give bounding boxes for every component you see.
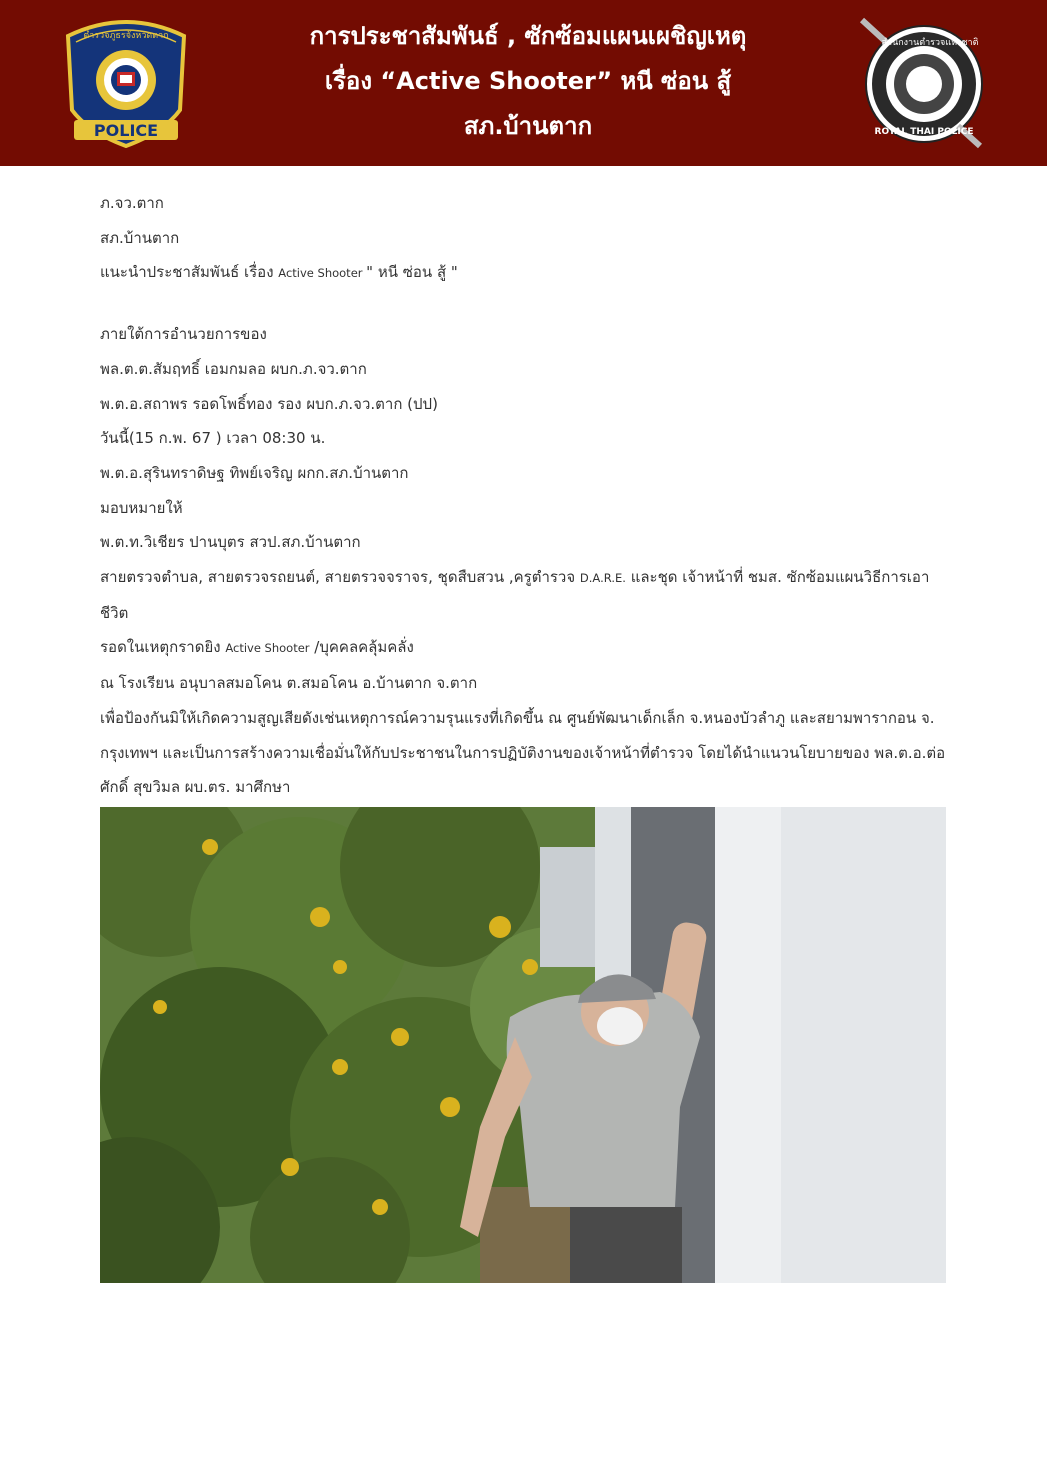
- header-banner: [0, 0, 1047, 166]
- badge-police-label: POLICE: [93, 121, 159, 140]
- text-line: [100, 630, 950, 666]
- text-span: สายตรวจตำบล, สายตรวจรถยนต์, สายตรวจจราจร, ชุดสืบสวน ,ครูตำรวจ: [100, 568, 580, 587]
- text-line: พล.ต.ต.สัมฤทธิ์ เอมกมลอ ผบก.ภ.จว.ตาก: [100, 359, 367, 378]
- text-line: พ.ต.อ.สุรินทราดิษฐ ทิพย์เจริญ ผกก.สภ.บ้านตาก: [100, 463, 409, 482]
- text-span: และชุด เจ้าหน้าที่ ชมส. ซักซ้อมแผนวิธีการเอาชีวิต: [100, 568, 930, 622]
- text-line: เพื่อป้องกันมิให้เกิดความสูญเสียดังเช่นเหตุการณ์ความรุนแรงที่เกิดขึ้น ณ ศูนย์พัฒนาเด็กเล็ก จ.หนองบัวลำภู และสยามพารากอน จ.: [100, 708, 935, 727]
- badge-arc-text: ตำรวจภูธรจังหวัดตาก: [83, 31, 169, 41]
- title-line-2: เรื่อง “Active Shooter” หนี ซ่อน สู้: [324, 67, 732, 95]
- seal-arc-text: สำนักงานตำรวจแห่งชาติ: [881, 38, 979, 48]
- star-emblem: [96, 50, 156, 110]
- text-line: [100, 255, 950, 291]
- text-span: แนะนำประชาสัมพันธ์ เรื่อง: [100, 263, 279, 282]
- text-span: Active Shooter: [225, 641, 310, 656]
- title-line-1: การประชาสัมพันธ์ , ซักซ้อมแผนเผชิญเหตุ: [309, 22, 747, 50]
- text-line: ภ.จว.ตาก: [100, 194, 164, 212]
- drill-photo: [100, 807, 946, 1283]
- text-span: รอดในเหตุกราดยิง: [100, 638, 226, 657]
- royal-thai-police-seal: [852, 12, 992, 152]
- text-span: D.A.R.E.: [579, 571, 626, 586]
- title-line-3: สภ.บ้านตาก: [463, 112, 593, 140]
- header-titles: [180, 14, 876, 149]
- text-line: มอบหมายให้: [100, 498, 183, 517]
- text-span: Active Shooter: [278, 266, 367, 281]
- text-line: สภ.บ้านตาก: [100, 228, 180, 247]
- text-line: ภายใต้การอำนวยการของ: [100, 325, 267, 344]
- seal-label: ROYAL THAI POLICE: [874, 127, 974, 137]
- text-line: [100, 560, 950, 630]
- text-line: ศักดิ์ สุขวิมล ผบ.ตร. มาศึกษา: [100, 778, 291, 797]
- photo-illustration: [100, 807, 946, 1283]
- text-line: พ.ต.อ.สถาพร รอดโพธิ์ทอง รอง ผบก.ภ.จว.ตาก (ปป): [100, 394, 438, 413]
- text-span: " หนี ซ่อน สู้ ": [366, 263, 458, 282]
- text-line: พ.ต.ท.วิเชียร ปานบุตร สวป.สภ.บ้านตาก: [100, 533, 361, 552]
- text-line: ณ โรงเรียน อนุบาลสมอโคน ต.สมอโคน อ.บ้านตาก จ.ตาก: [100, 674, 478, 693]
- police-badge-logo: [60, 14, 192, 148]
- text-line: วันนี้(15 ก.พ. 67 ) เวลา 08:30 น.: [100, 429, 326, 448]
- text-span: /บุคคลคลุ้มคลั่ง: [309, 638, 414, 657]
- article-body: [100, 186, 950, 840]
- text-line: กรุงเทพฯ และเป็นการสร้างความเชื่อมั่นให้กับประชาชนในการปฏิบัติงานของเจ้าหน้าที่ตำรวจ โดยได้นำแนวนโยบายของ พล.ต.อ.ต่อ: [100, 743, 946, 762]
